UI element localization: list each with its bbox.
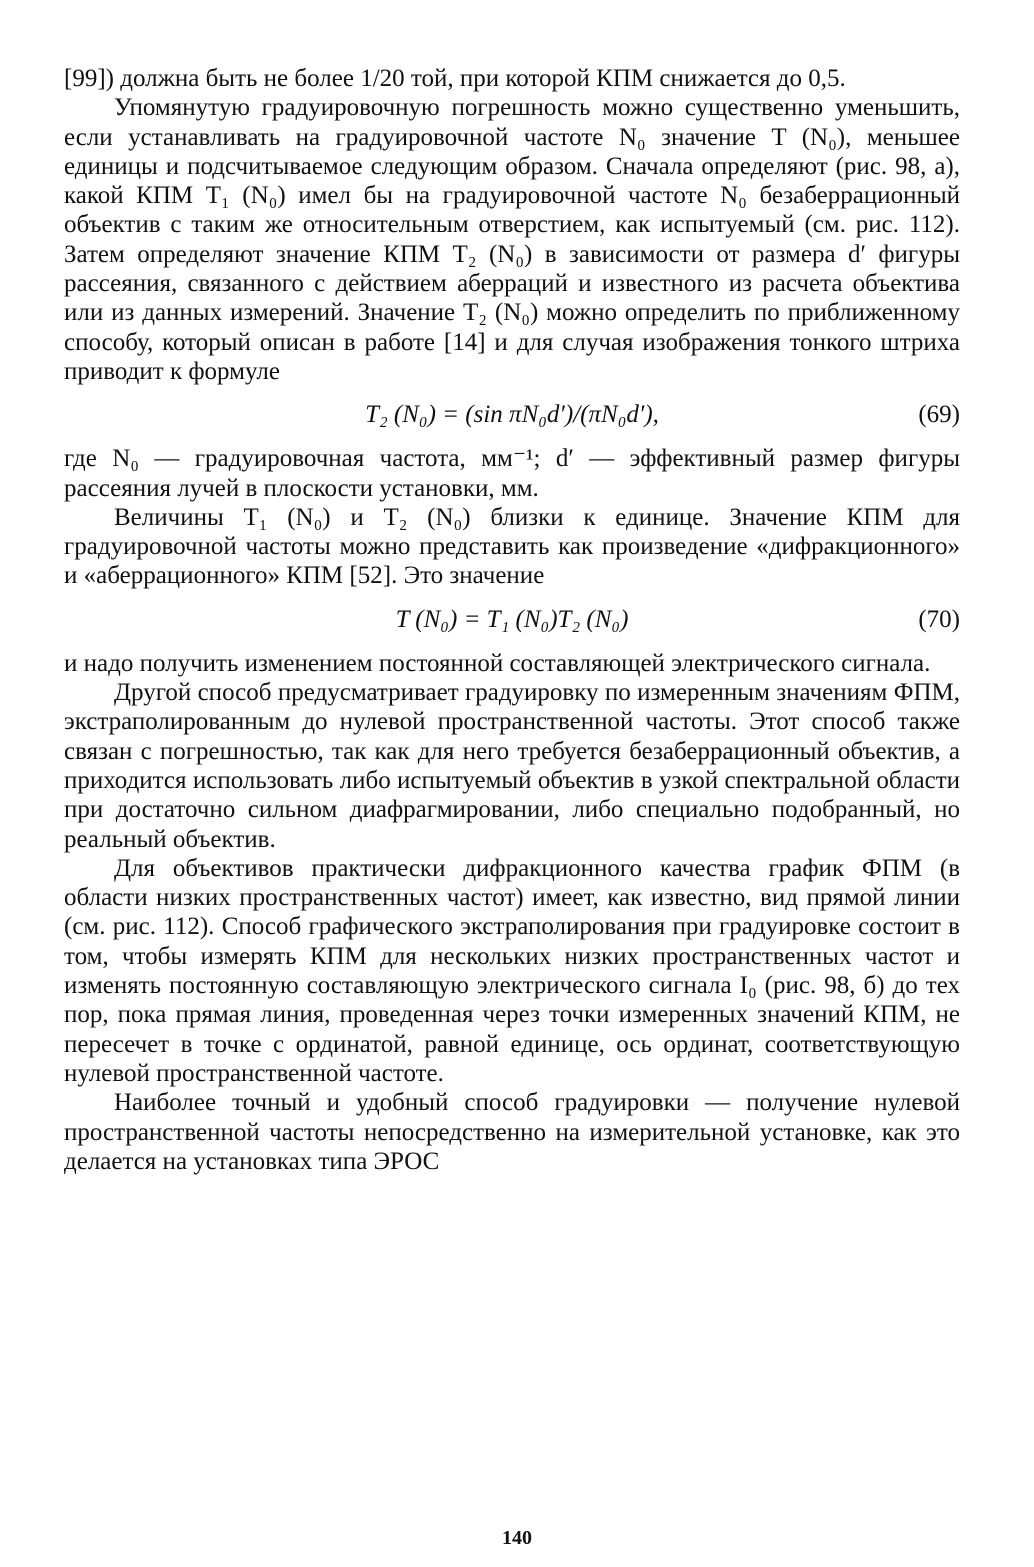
paragraph-4: Величины T₁ (N₀) и T₂ (N₀) близки к единице. Значение КПМ для градуировочной частоты можно представить как произведение «дифракционного» и «аберрационного» КПМ [52]. Это значение — [64, 503, 960, 590]
paragraph-6: Другой способ предусматривает градуировку по измеренным значениям ФПМ, экстраполированным до нулевой пространственной частоты. Этот способ также связан с погрешностью, так как для него требуется безаберрационный объектив, а приходится использовать либо испытуемый объектив в узкой спектральной области при достаточно сильном диафрагмировании, либо специально подобранный, но реальный объектив. — [64, 679, 960, 853]
paragraph-7: Для объективов практически дифракционного качества график ФПМ (в области низких пространственных частот) имеет, как известно, вид прямой линии (см. рис. 112). Способ графического экстраполирования при градуировке состоит в том, чтобы измерять КПМ для нескольких низких пространственных частот и изменять постоянную составляющую электрического сигнала I₀ (рис. 98, б) до тех пор, пока прямая линия, проведенная через точки измеренных значений КПМ, не пересечет в точке с ординатой, равной единице, ось ординат, соответствующую нулевой пространственной частоте. — [64, 854, 960, 1087]
formula-69-number: (69) — [918, 401, 960, 429]
paragraph-8: Наиболее точный и удобный способ градуировки — получение нулевой пространственной частоты непосредственно на измерительной установке, как это делается на установках типа ЭРОС — [64, 1089, 960, 1175]
formula-70-expression: T (N₀) = T₁ (N₀)T₂ (N₀) — [395, 605, 629, 633]
paragraph-3: где N₀ — градуировочная частота, мм⁻¹; d′ — эффективный размер фигуры рассеяния лучей в плоскости установки, мм. — [64, 445, 960, 502]
formula-70-number: (70) — [918, 605, 960, 633]
paragraph-5: и надо получить изменением постоянной составляющей электрического сигнала. — [64, 649, 931, 677]
formula-69 — [64, 386, 960, 444]
formula-70 — [64, 591, 960, 649]
page-number: 140 — [502, 1527, 532, 1549]
formula-69-expression: T₂ (N₀) = (sin πN₀d′)/(πN₀d′), — [365, 401, 659, 429]
paragraph-2: Упомянутую градуировочную погрешность можно существенно уменьшить, если устанавливать на градуировочной частоте N₀ значение T (N₀), меньшее единицы и подсчитываемое следующим образом. Сначала определяют (рис. 98, а), какой КПМ T₁ (N₀) имел бы на градуировочной частоте N₀ безаберрационный объектив с таким же относительным отверстием, как испытуемый (см. рис. 112). Затем определяют значение КПМ T₂ (N₀) в зависимости от размера d′ фигуры рассеяния, связанного с действием аберраций и известного из расчета объектива или из данных измерений. Значение T₂ (N₀) можно определить по приближенному способу, который описан в работе [14] и для случая изображения тонкого штриха приводит к формуле — [64, 94, 960, 385]
paragraph-1: [99]) должна быть не более 1/20 той, при которой КПМ снижается до 0,5. — [64, 65, 846, 92]
